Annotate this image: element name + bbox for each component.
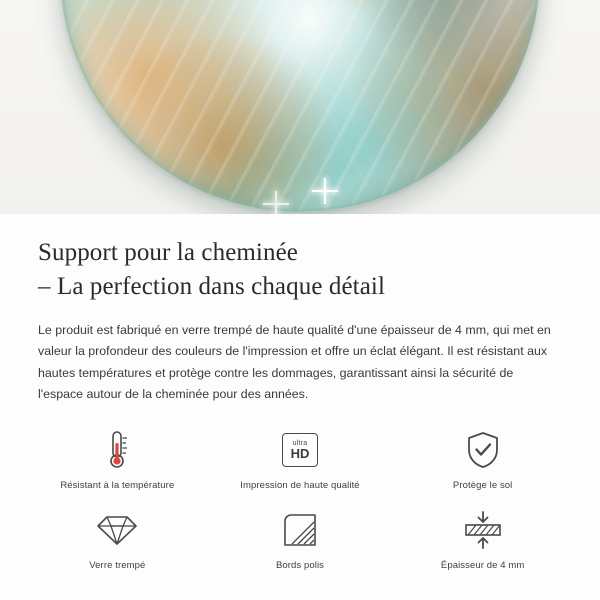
feature-item-temperature xyxy=(26,427,209,491)
ultra-hd-icon xyxy=(282,427,318,473)
hero-image xyxy=(0,0,600,214)
feature-label: Protège le sol xyxy=(452,480,513,492)
feature-item-tempered-glass xyxy=(26,507,209,571)
feature-item-print-quality xyxy=(209,427,392,491)
feature-item-floor-protection xyxy=(391,427,574,491)
feature-grid xyxy=(0,427,600,571)
thickness-arrows-icon xyxy=(462,507,504,553)
ultra-hd-badge-top: ultra xyxy=(292,440,308,448)
feature-label: Épaisseur de 4 mm xyxy=(440,560,525,572)
content-block xyxy=(0,214,600,405)
glass-disc-product-image xyxy=(60,0,540,212)
page-title-line-2: – La perfection dans chaque détail xyxy=(38,273,385,300)
page-title-line-1: Support pour la cheminée xyxy=(38,239,298,266)
page-title xyxy=(38,236,562,304)
feature-label: Résistant à la température xyxy=(60,480,175,492)
diamond-icon xyxy=(96,507,138,553)
polished-edges-icon xyxy=(283,507,317,553)
feature-item-polished-edges xyxy=(209,507,392,571)
description-paragraph: Le produit est fabriqué en verre trempé de haute qualité d'une épaisseur de 4 mm, qui met en valeur la profondeur des couleurs de l'impression et offre un éclat élégant. Il est résistant aux hautes températures et protège contre les dommages, garantissant ainsi la sécurité de l'espace autour de la cheminée pour des années. xyxy=(38,323,551,401)
thermometer-icon xyxy=(104,427,130,473)
feature-label: Impression de haute qualité xyxy=(240,480,360,492)
feature-label: Verre trempé xyxy=(89,560,146,572)
ultra-hd-badge-bottom: HD xyxy=(290,446,310,462)
shield-check-icon xyxy=(465,427,501,473)
feature-item-thickness xyxy=(391,507,574,571)
feature-label: Bords polis xyxy=(275,560,325,572)
